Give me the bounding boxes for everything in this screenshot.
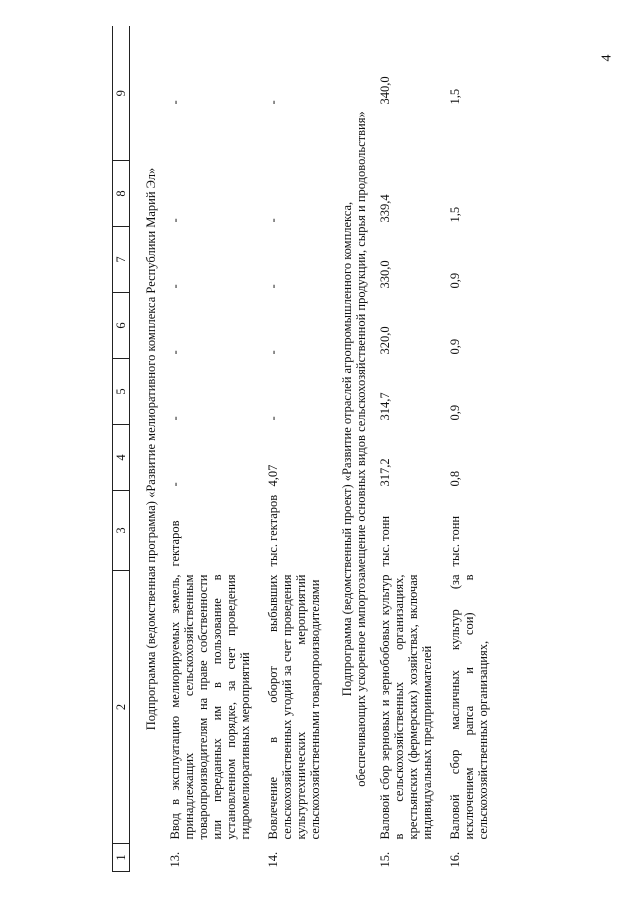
- value: -: [168, 100, 182, 105]
- value: 0,9: [448, 404, 462, 421]
- subprogram-title-row: [332, 27, 374, 872]
- value: 1,5: [448, 88, 462, 105]
- subprogram-title: [332, 27, 374, 872]
- value: -: [168, 416, 182, 421]
- value: -: [168, 218, 182, 223]
- column-number-header-row: [113, 27, 130, 872]
- table-row: [444, 27, 500, 872]
- value: 0,9: [448, 272, 462, 289]
- value: -: [168, 284, 182, 289]
- row-number: 15.: [378, 851, 392, 868]
- indicator-name: Ввод в эксплуатацию мелиорируемых земель, принадлежащих сельскохозяйственным товаропроизводителям на праве собственности или переданных им в пользование в установленном порядке, за счет проведения гидромелиоративных мероприятий: [168, 574, 252, 840]
- value: 314,7: [378, 392, 392, 421]
- value: 0,8: [448, 470, 462, 487]
- value: 0,9: [448, 338, 462, 355]
- value: 339,4: [378, 194, 392, 223]
- indicator-name: Вовлечение в оборот выбывших сельскохозяйственных угодий за счет проведения культуртехнических мероприятий сельскохозяйственными товаропроизводителями: [266, 574, 322, 840]
- column-header: 8: [113, 161, 130, 227]
- subprogram-title: Подпрограмма (ведомственная программа) «Развитие мелиоративного комплекса Республики Марий Эл»: [144, 167, 158, 731]
- column-header: 9: [113, 27, 130, 161]
- row-number: 14.: [266, 851, 280, 868]
- value: 4,07: [266, 464, 280, 487]
- indicator-name: Валовой сбор зерновых и зернобобовых культур в сельскохозяйственных организациях, крестьянских (фермерских) хозяйствах, включая индивидуальных предпринимателей: [378, 574, 434, 840]
- table-row: [262, 27, 332, 872]
- value: -: [266, 284, 280, 289]
- column-header: 2: [113, 571, 130, 844]
- value: -: [266, 100, 280, 105]
- column-header: 4: [113, 425, 130, 491]
- column-header: 7: [113, 227, 130, 293]
- table-row: [164, 27, 262, 872]
- value: 320,0: [378, 326, 392, 355]
- value: -: [266, 350, 280, 355]
- subprogram-title-line: обеспечивающих ускоренное импортозамещение основных видов сельскохозяйственной продукции, сырья и продовольствия»: [354, 111, 368, 787]
- rotated-table-canvas: [112, 27, 632, 872]
- column-header: 1: [113, 844, 130, 872]
- row-number: 16.: [448, 851, 462, 868]
- column-header: 5: [113, 359, 130, 425]
- value: 340,0: [378, 76, 392, 105]
- page-number: 4: [599, 54, 615, 62]
- unit: гектаров: [168, 520, 182, 567]
- indicators-table: [112, 27, 500, 873]
- subprogram-title-row: [130, 27, 165, 872]
- value: 317,2: [378, 458, 392, 487]
- column-header: 6: [113, 293, 130, 359]
- unit: тыс. тонн: [378, 515, 392, 567]
- value: 330,0: [378, 260, 392, 289]
- value: -: [266, 416, 280, 421]
- value: -: [168, 350, 182, 355]
- row-number: 13.: [168, 851, 182, 868]
- unit: тыс. тонн: [448, 515, 462, 567]
- value: -: [168, 482, 182, 487]
- value: 1,5: [448, 206, 462, 223]
- value: -: [266, 218, 280, 223]
- indicator-name: Валовой сбор масличных культур (за исключением рапса и сои) в сельскохозяйственных организациях,: [448, 574, 490, 840]
- column-header: 3: [113, 491, 130, 571]
- unit: тыс. гектаров: [266, 494, 280, 567]
- subprogram-title-line: Подпрограмма (ведомственный проект) «Развитие отраслей агропромышленного комплекса,: [340, 201, 354, 697]
- table-row: [374, 27, 444, 872]
